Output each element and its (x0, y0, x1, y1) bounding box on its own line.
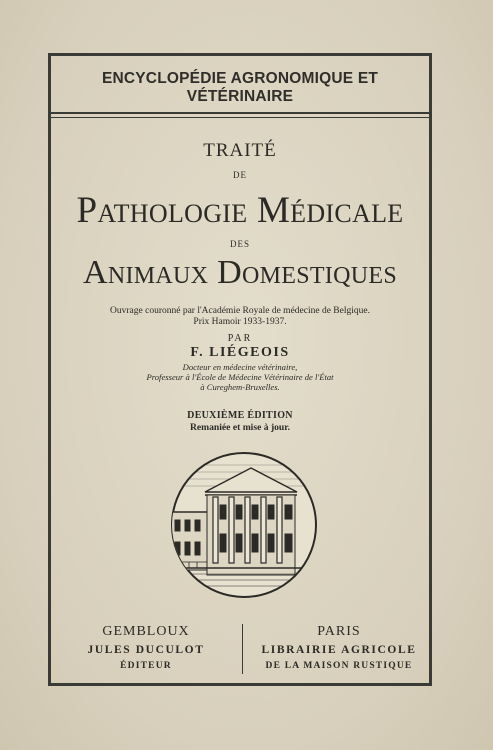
series-title: ENCYCLOPÉDIE AGRONOMIQUE ET VÉTÉRINAIRE (101, 70, 379, 105)
publisher-right-city: PARIS (317, 624, 361, 639)
author-name: F. LIÉGEOIS (190, 345, 290, 360)
title-line-1: Pathologie Médicale (76, 190, 404, 231)
cover-frame (48, 53, 432, 686)
publisher-left-role: ÉDITEUR (120, 661, 172, 671)
prize-line-1: Ouvrage couronné par l'Académie Royale de médecine de Belgique. (110, 306, 370, 316)
title-des: DES (229, 239, 250, 249)
by-label: PAR (227, 333, 253, 344)
publisher-divider (242, 624, 243, 674)
edition-revision: Remaniée et mise à jour. (189, 422, 291, 433)
author-credential-1: Docteur en médecine vétérinaire, (182, 362, 298, 372)
edition-label: DEUXIÈME ÉDITION (187, 410, 293, 421)
publisher-right-subtitle: DE LA MAISON RUSTIQUE (265, 661, 413, 671)
building-vignette-illustration (169, 450, 319, 600)
publisher-left-city: GEMBLOUX (102, 624, 190, 639)
author-credential-3: à Cureghem-Bruxelles. (200, 382, 280, 392)
title-traite: TRAITÉ (203, 140, 277, 161)
publisher-left-name: JULES DUCULOT (87, 644, 205, 656)
prize-line-2: Prix Hamoir 1933-1937. (193, 317, 287, 327)
publisher-right-name: LIBRAIRIE AGRICOLE (261, 644, 417, 656)
title-line-2: Animaux Domestiques (83, 254, 397, 291)
author-credential-2: Professeur à l'École de Médecine Vétérinaire de l'État (146, 372, 334, 382)
title-de: DE (233, 170, 247, 180)
series-band (51, 56, 429, 114)
